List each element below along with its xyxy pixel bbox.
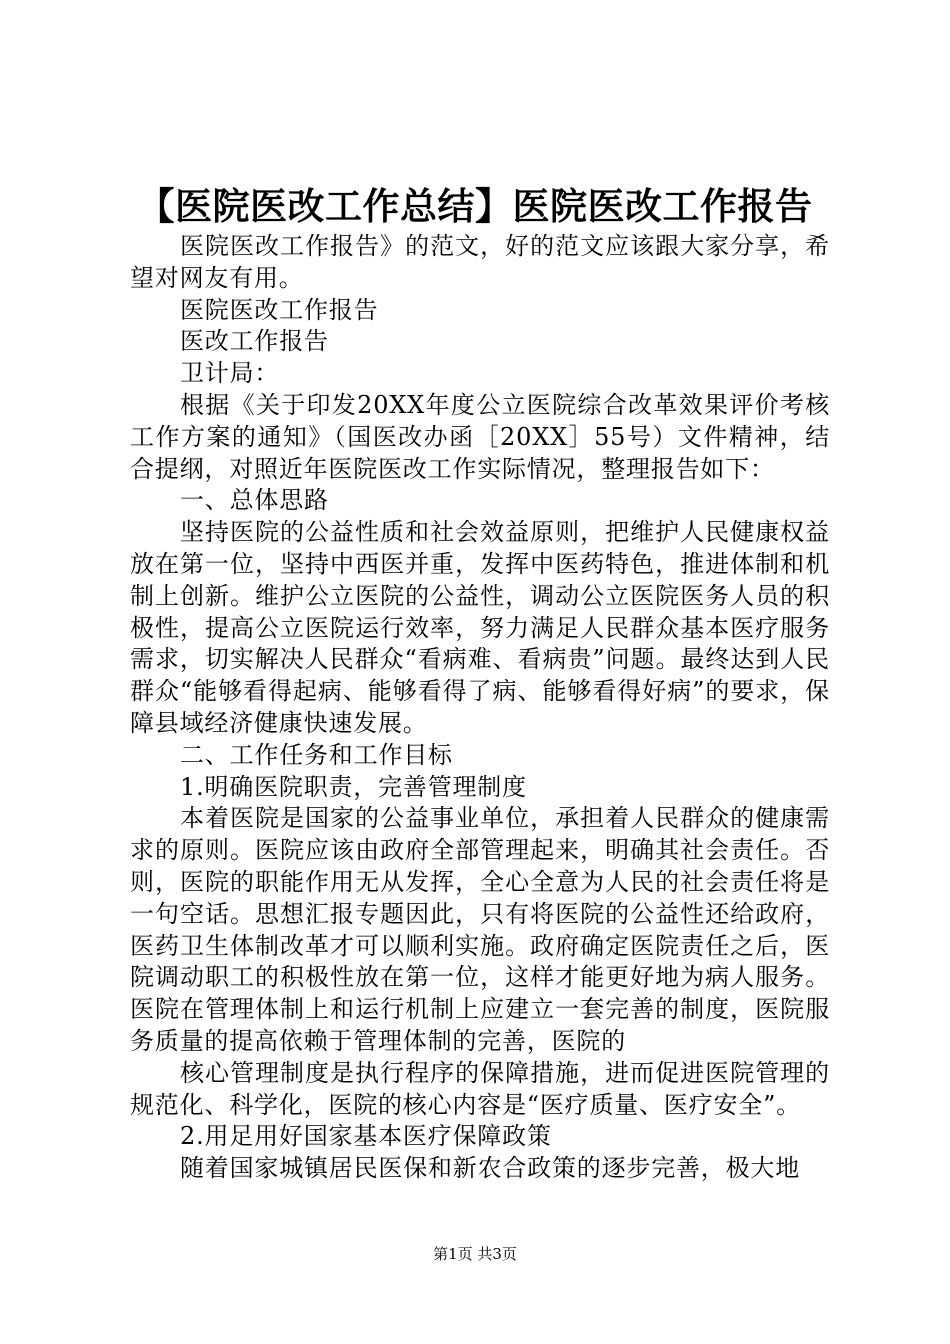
paragraph-basis: 根据《关于印发20XX年度公立医院综合改革效果评价考核工作方案的通知》（国医改办函［20XX］55号）文件精神，结合提纲，对照近年医院医改工作实际情况，整理报告如下： <box>130 390 830 483</box>
paragraph-addressee: 卫计局： <box>180 359 280 388</box>
paragraph-core-system: 核心管理制度是执行程序的保障措施，进而促进医院管理的规范化、科学化，医院的核心内容是“医疗质量、医疗安全”。 <box>130 1058 830 1119</box>
paragraph-insurance: 随着国家城镇居民医保和新农合政策的逐步完善，极大地 <box>180 1154 800 1183</box>
paragraph-heading-reform: 医改工作报告 <box>180 327 329 356</box>
paragraph-duties: 本着医院是国家的公益事业单位，承担着人民群众的健康需求的原则。医院应该由政府全部管理起来，明确其社会责任。否则，医院的职能作用无从发挥，全心全意为人民的社会责任将是一句空话。思想汇报专题因此，只有将医院的公益性还给政府，医药卫生体制改革才可以顺利实施。政府确定医院责任之后，医院调动职工的积极性放在第一位，这样才能更好地为病人服务。医院在管理体制上和运行机制上应建立一套完善的制度，医院服务质量的提高依赖于管理体制的完善，医院的 <box>130 804 830 1055</box>
paragraph-heading-report: 医院医改工作报告 <box>180 295 379 324</box>
subheading-duties: 1.明确医院职责，完善管理制度 <box>180 772 527 801</box>
paragraph-intro: 医院医改工作报告》的范文，好的范文应该跟大家分享，希望对网友有用。 <box>130 232 830 292</box>
document-title: 【医院医改工作总结】医院医改工作报告 <box>137 185 813 228</box>
section-heading-overall: 一、总体思路 <box>180 486 329 515</box>
paragraph-overall: 坚持医院的公益性质和社会效益原则，把维护人民健康权益放在第一位，坚持中西医并重，发挥中医药特色，推进体制和机制上创新。维护公立医院的公益性，调动公立医院医务人员的积极性，提高公立医院运行效率，努力满足人民群众基本医疗服务需求，切实解决人民群众“看病难、看病贵”问题。最终达到人民群众“能够看得起病、能够看得了病、能够看得好病”的要求，保障县域经济健康快速发展。 <box>130 518 830 737</box>
page-number: 第1页 共3页 <box>433 1245 517 1263</box>
subheading-insurance: 2.用足用好国家基本医疗保障政策 <box>180 1122 552 1151</box>
section-heading-tasks: 二、工作任务和工作目标 <box>180 740 453 769</box>
document-body <box>130 231 830 1185</box>
